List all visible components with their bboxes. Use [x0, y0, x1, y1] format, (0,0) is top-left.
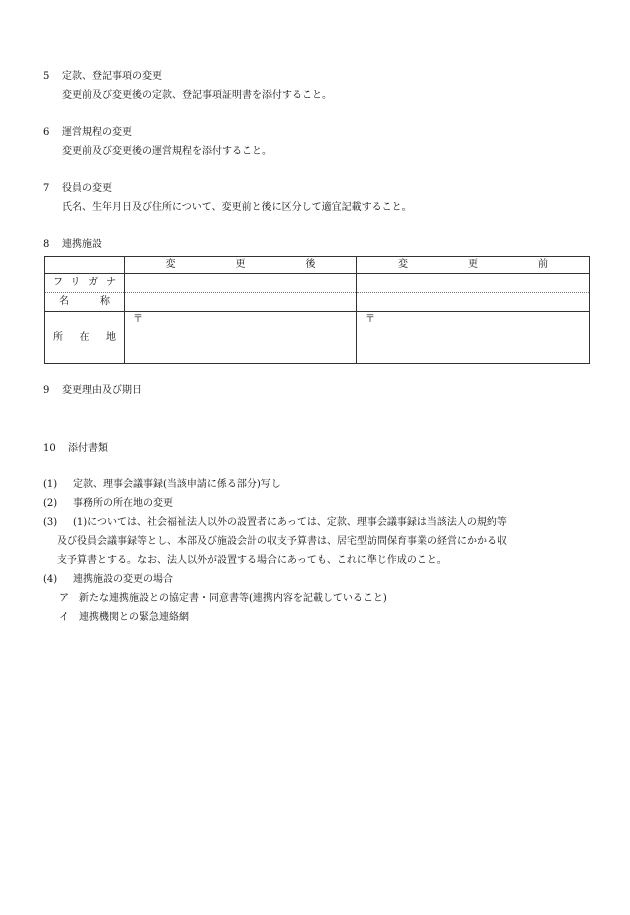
section-number: 10: [43, 443, 56, 454]
attachment-item-3-cont-1: 及び役員会議事録等とし、本部及び施設会計の収支予算書は、居宅型訪問保育事業の経営にかかる収: [57, 536, 507, 547]
row-label-furigana: フリガナ: [45, 274, 125, 293]
section-title: 変更理由及び期日: [62, 385, 142, 396]
furigana-before-field[interactable]: [357, 274, 590, 293]
header-before: 変更前: [357, 257, 590, 274]
postal-mark: 〒: [365, 314, 375, 325]
section-number: 9: [43, 385, 50, 396]
attachment-item-4: (4) 連携施設の変更の場合: [43, 574, 173, 585]
address-before-field[interactable]: [357, 312, 590, 364]
section-5-heading: [43, 70, 162, 84]
attachment-subitem-i: イ 連携機関との緊急連絡網: [59, 612, 189, 623]
section-8-heading: [43, 238, 102, 252]
header-blank-cell: [45, 257, 125, 274]
section-7-heading: [43, 182, 112, 196]
furigana-after-field[interactable]: [125, 274, 357, 293]
section-7-body: 氏名、生年月日及び住所について、変更前と後に区分して適宜記載すること。: [62, 202, 412, 213]
name-before-field[interactable]: [357, 293, 590, 312]
section-number: 8: [43, 239, 50, 250]
address-after-field[interactable]: [125, 312, 357, 364]
section-title: 定款、登記事項の変更: [62, 71, 162, 82]
row-label-name: 名称: [45, 293, 125, 312]
row-label-address: 所在地: [45, 312, 125, 364]
name-after-field[interactable]: [125, 293, 357, 312]
attachment-subitem-a: ア 新たな連携施設との協定書・同意書等(連携内容を記載していること): [59, 593, 387, 604]
attachment-item-3-cont-2: 支予算書とする。なお、法人以外が設置する場合にあっても、これに準じ作成のこと。: [57, 555, 447, 566]
attachment-item-3: (3) (1)については、社会福祉法人以外の設置者にあっては、定款、理事会議事録は当該法人の規約等: [43, 517, 507, 528]
section-10-heading: [43, 442, 108, 456]
section-number: 6: [43, 127, 50, 138]
facility-change-table: [44, 256, 590, 364]
section-number: 7: [43, 183, 50, 194]
section-title: 連携施設: [62, 239, 102, 250]
section-6-body: 変更前及び変更後の運営規程を添付すること。: [62, 146, 272, 157]
attachment-item-2: (2) 事務所の所在地の変更: [43, 498, 173, 509]
postal-mark: 〒: [133, 314, 143, 325]
header-after: 変更後: [125, 257, 357, 274]
section-title: 運営規程の変更: [62, 127, 132, 138]
section-6-heading: [43, 126, 132, 140]
section-title: 役員の変更: [62, 183, 112, 194]
section-5-body: 変更前及び変更後の定款、登記事項証明書を添付すること。: [62, 90, 332, 101]
attachment-item-1: (1) 定款、理事会議事録(当該申請に係る部分)写し: [43, 479, 281, 490]
section-title: 添付書類: [68, 443, 108, 454]
section-9-heading: [43, 384, 142, 398]
section-number: 5: [43, 71, 50, 82]
